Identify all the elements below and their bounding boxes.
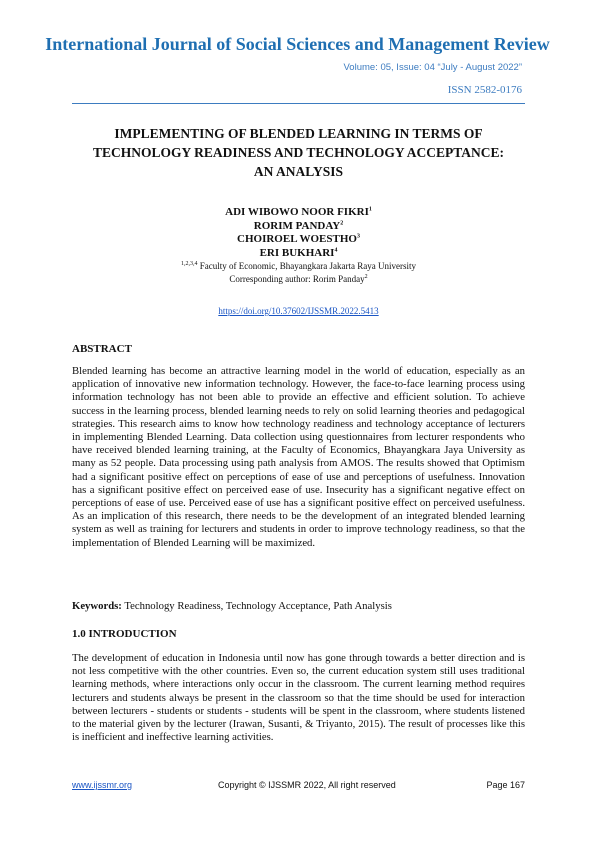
doi-link[interactable]: https://doi.org/10.37602/IJSSMR.2022.5413 <box>218 306 379 316</box>
affiliation <box>72 260 525 272</box>
affiliation-text: Faculty of Economic, Bhayangkara Jakarta Raya University <box>197 261 416 271</box>
author-name: ERI BUKHARI <box>259 246 335 259</box>
corresponding-author <box>72 273 525 285</box>
author <box>72 206 525 220</box>
abstract-text: Blended learning has become an attractive learning model in the world of education, especially as an application of innovative new information technology. However, the face-to-face learning process using information technology has not been able to provide an effective and efficient solution. To achieve success in the learning process, blended learning needs to rely on solid learning theories and pedagogical strategies. This research aims to know how technology readiness and technology acceptance of lecturers in implementing Blended Learning. Data collection using questionnaires from lecturer respondents who have received blended learning training, at the Faculty of Economics, Bhayangkara Jaya University as many as 52 people. Data processing using path analysis from AMOS. The results showed that Optimism had a significant positive effect on perceptions of ease of use and perceptions of usefulness. Innovation has a significant positive effect on perceived ease of use. Insecurity has a significant negative effect on perceptions of ease of use. Perceived ease of use has a significant positive effect on perceived usefulness. As an implication of this research, there needs to be the development of an integrated blended learning system as well as training for lecturers and students in order to improve technology readiness, so that the implementation of Blended Learning will be maximized. <box>72 365 525 549</box>
introduction-heading: 1.0 INTRODUCTION <box>72 628 177 640</box>
issn: ISSN 2582-0176 <box>447 84 522 96</box>
website-link[interactable]: www.ijssmr.org <box>72 780 133 790</box>
volume-issue: Volume: 05, Issue: 04 “July - August 2022” <box>343 62 522 73</box>
introduction-text: The development of education in Indonesia until now has gone through towards a better direction and is not less competitive with the other countries. Even so, the current education system still uses traditional learning methods, where interactions only occur in the classroom. The current learning method requires lecturers and students always be present in the classroom so that the time should be used for interaction between lecturers - students or students - students will be spent in the classroom, where students listened to the material given by the lecturer (Irawan, Susanti, & Triyanto, 2015). The result of processes like this is inefficient and ineffective learning activities. <box>72 652 525 744</box>
abstract-heading: ABSTRACT <box>72 343 132 355</box>
paper-title <box>72 124 525 181</box>
keywords-label: Keywords: <box>72 600 122 612</box>
author-list <box>72 206 525 260</box>
author-name: RORIM PANDAY <box>253 219 341 232</box>
title-line-1: IMPLEMENTING OF BLENDED LEARNING IN TERMS OF <box>114 126 483 141</box>
title-line-2: TECHNOLOGY READINESS AND TECHNOLOGY ACCEPTANCE: <box>92 145 505 160</box>
affiliation-mark: 1,2,3,4 <box>181 261 198 267</box>
copyright: Copyright © IJSSMR 2022, All right reserved <box>218 780 396 790</box>
page-number: Page 167 <box>486 780 525 790</box>
author-name: ADI WIBOWO NOOR FIKRI <box>225 206 369 218</box>
author <box>72 220 525 234</box>
corresponding-author-text: Corresponding author: Rorim Panday <box>229 274 365 284</box>
author <box>72 233 525 247</box>
header-divider <box>72 103 525 104</box>
keywords <box>72 600 525 613</box>
author-affiliation-mark: 2 <box>340 219 344 226</box>
keywords-text: Technology Readiness, Technology Acceptance, Path Analysis <box>121 600 392 612</box>
author-affiliation-mark: 4 <box>334 246 338 253</box>
author-affiliation-mark: 3 <box>356 233 360 240</box>
page-footer <box>72 780 525 794</box>
author <box>72 247 525 261</box>
author-affiliation-mark: 1 <box>368 206 372 213</box>
corresponding-author-mark: 2 <box>364 274 368 280</box>
author-name: CHOIROEL WOESTHO <box>237 233 357 245</box>
title-line-3: AN ANALYSIS <box>253 164 344 179</box>
journal-title: International Journal of Social Sciences and Management Review <box>45 34 550 54</box>
